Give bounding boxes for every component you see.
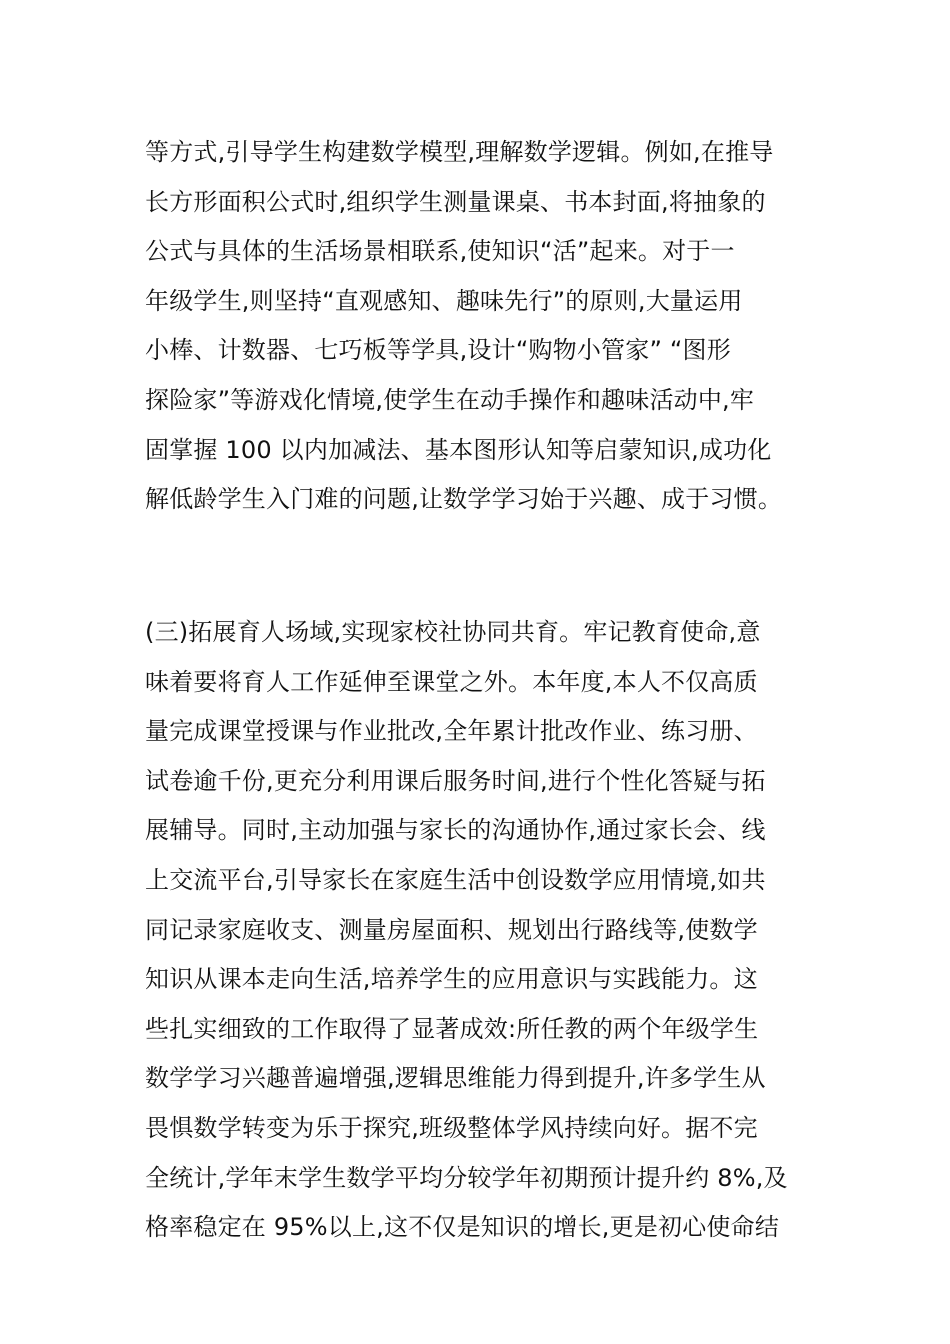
text-line: 数学学习兴趣普遍增强,逻辑思维能力得到提升,许多学生从 xyxy=(145,1064,766,1093)
paragraph-home-school-collaboration xyxy=(145,608,810,1253)
text-line: 试卷逾千份,更充分利用课后服务时间,进行个性化答疑与拓 xyxy=(145,766,766,795)
text-line: 知识从课本走向生活,培养学生的应用意识与实践能力。这 xyxy=(145,965,758,994)
text-line: (三)拓展育人场域,实现家校社协同共育。牢记教育使命,意 xyxy=(145,618,761,646)
text-line: 年级学生,则坚持“直观感知、趣味先行”的原则,大量运用 xyxy=(145,286,743,315)
text-line: 些扎实细致的工作取得了显著成效:所任教的两个年级学生 xyxy=(145,1014,759,1043)
text-line: 公式与具体的生活场景相联系,使知识“活”起来。对于一 xyxy=(145,237,735,266)
text-line: 固掌握 100 以内加减法、基本图形认知等启蒙知识,成功化 xyxy=(145,435,772,464)
text-line: 同记录家庭收支、测量房屋面积、规划出行路线等,使数学 xyxy=(145,915,758,944)
text-line: 味着要将育人工作延伸至课堂之外。本年度,本人不仅高质 xyxy=(145,667,758,696)
paragraph-teaching-methods xyxy=(145,128,810,525)
text-line: 格率稳定在 95%以上,这不仅是知识的增长,更是初心使命结 xyxy=(145,1213,780,1242)
text-line: 小棒、计数器、七巧板等学具,设计“购物小管家” “图形 xyxy=(145,336,731,365)
text-line: 长方形面积公式时,组织学生测量课桌、书本封面,将抽象的 xyxy=(145,187,766,216)
text-line: 探险家”等游戏化情境,使学生在动手操作和趣味活动中,牢 xyxy=(145,385,755,414)
text-line: 上交流平台,引导家长在家庭生活中创设数学应用情境,如共 xyxy=(145,865,766,894)
text-line: 展辅导。同时,主动加强与家长的沟通协作,通过家长会、线 xyxy=(145,816,766,845)
text-line: 等方式,引导学生构建数学模型,理解数学逻辑。例如,在推导 xyxy=(145,138,774,166)
text-line: 解低龄学生入门难的问题,让数学学习始于兴趣、成于习惯。 xyxy=(145,485,783,514)
text-line: 畏惧数学转变为乐于探究,班级整体学风持续向好。据不完 xyxy=(145,1113,758,1142)
text-line: 量完成课堂授课与作业批改,全年累计批改作业、练习册、 xyxy=(145,717,758,746)
text-line: 全统计,学年末学生数学平均分较学年初期预计提升约 8%,及 xyxy=(145,1163,788,1192)
